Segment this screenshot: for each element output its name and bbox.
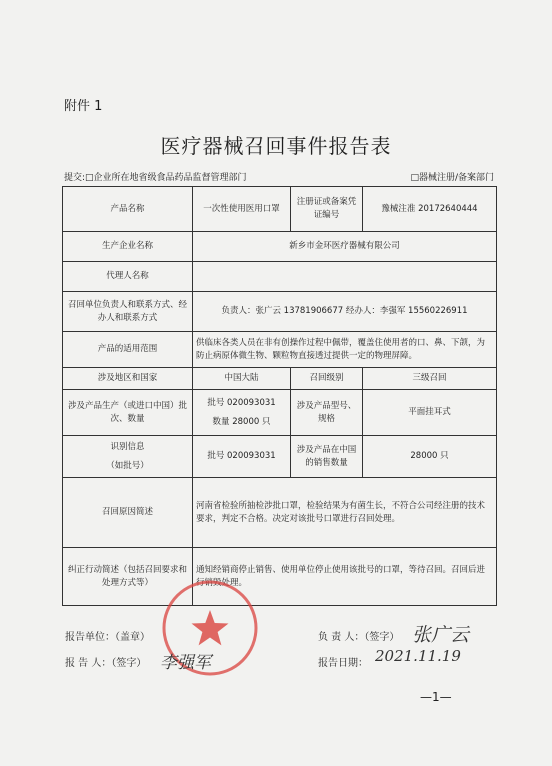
manufacturer-value: 新乡市金环医疗器械有限公司: [193, 232, 497, 262]
batch-label: 涉及产品生产（或进口中国）批次、数量: [63, 390, 193, 436]
reg-value: 豫械注准 20172640444: [363, 187, 497, 232]
responsible-label: 负 责 人：（签字）: [318, 632, 400, 643]
id-label: 识别信息: [110, 441, 145, 452]
submit-left: 提交:□企业所在地省级食品药品监督管理部门: [64, 173, 247, 183]
report-date-value: 2021.11.19: [375, 647, 461, 665]
sales-value: 28000 只: [363, 436, 497, 478]
reg-label: 注册证或备案凭证编号: [291, 187, 363, 232]
agent-value: [193, 262, 497, 292]
recall-report-table: [62, 186, 497, 606]
action-value: 通知经销商停止销售、使用单位停止使用该批号的口罩，等待召回。召回后进行销毁处理。: [193, 548, 497, 606]
reason-value: 河南省检验所抽检涉批口罩，检验结果为有菌生长，不符合公司经注册的技术要求，判定不合格。决定对该批号口罩进行召回处理。: [193, 478, 497, 548]
level-label: 召回级别: [291, 368, 363, 390]
region-label: 涉及地区和国家: [63, 368, 193, 390]
model-value: 平面挂耳式: [363, 390, 497, 436]
scope-label: 产品的适用范围: [63, 332, 193, 368]
product-name-value: 一次性使用医用口罩: [193, 187, 291, 232]
page-title: 医疗器械召回事件报告表: [160, 134, 392, 158]
id-value: 批号 020093031: [193, 436, 291, 478]
region-value: 中国大陆: [193, 368, 291, 390]
batch-value: [193, 390, 291, 436]
reporter-signature: 李强军: [160, 653, 211, 673]
batch-qty: 数量 28000 只: [212, 416, 271, 427]
attachment-label: 附件 1: [64, 99, 103, 114]
model-label: 涉及产品型号、规格: [291, 390, 363, 436]
report-date-label: 报告日期：: [318, 658, 368, 669]
page-number: —1—: [420, 690, 452, 704]
level-value: 三级召回: [363, 368, 497, 390]
contact-value: 负责人：张广云 13781906677 经办人：李强军 15560226911: [193, 292, 497, 332]
submit-row: [64, 170, 494, 184]
batch-no: 批号 020093031: [207, 397, 276, 408]
reporter-label: 报 告 人：（签字）: [65, 658, 147, 669]
reason-label: 召回原因简述: [63, 478, 193, 548]
scope-value: 供临床各类人员在非有创操作过程中佩带，覆盖住使用者的口、鼻、下颌，为防止病原体微生物、颗粒物直接透过提供一定的物理屏障。: [193, 332, 497, 368]
id-label-cell: [63, 436, 193, 478]
id-sub: （如批号）: [106, 460, 149, 471]
action-label: 纠正行动简述（包括召回要求和处理方式等）: [63, 548, 193, 606]
submit-right: □器械注册/备案部门: [410, 173, 494, 183]
report-unit-label: 报告单位：（盖章）: [65, 632, 150, 643]
agent-label: 代理人名称: [63, 262, 193, 292]
contact-label: 召回单位负责人和联系方式、经办人和联系方式: [63, 292, 193, 332]
manufacturer-label: 生产企业名称: [63, 232, 193, 262]
product-name-label: 产品名称: [63, 187, 193, 232]
responsible-signature: 张广云: [412, 624, 470, 646]
sales-label: 涉及产品在中国的销售数量: [291, 436, 363, 478]
